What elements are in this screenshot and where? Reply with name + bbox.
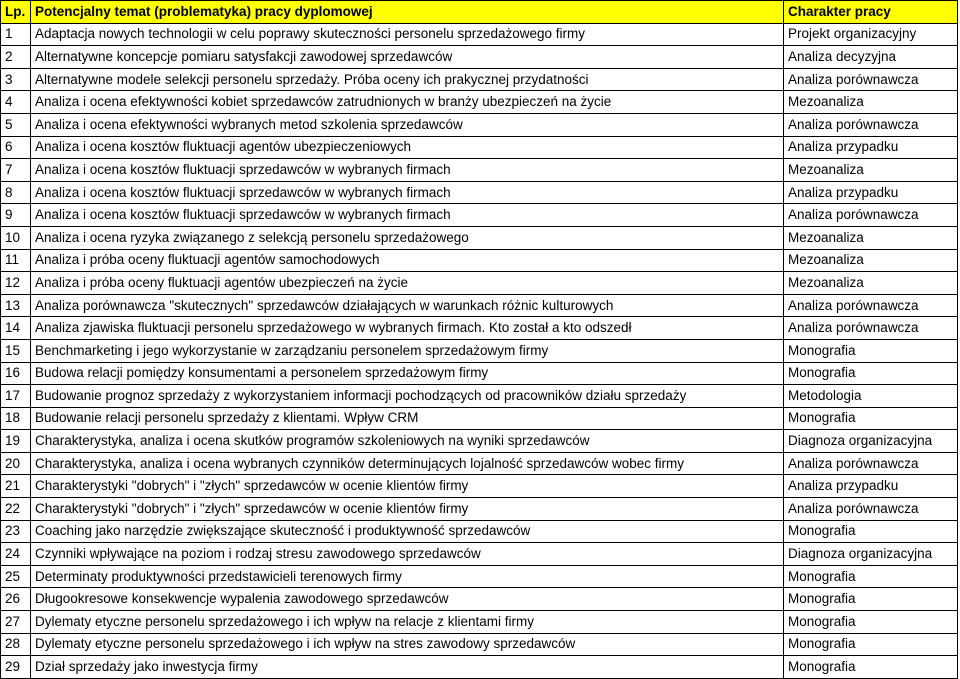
row-type-cell: Mezoanaliza	[784, 159, 958, 182]
row-type-cell: Analiza decyzyjna	[784, 46, 958, 69]
table-row	[1, 159, 958, 182]
row-topic-cell: Alternatywne koncepcje pomiaru satysfakcji zawodowej sprzedawców	[31, 46, 784, 69]
row-topic-cell: Analiza i ocena efektywności kobiet sprzedawców zatrudnionych w branży ubezpieczeń na życie	[31, 91, 784, 114]
row-number-cell: 29	[1, 656, 31, 679]
row-type-cell: Mezoanaliza	[784, 272, 958, 295]
row-number-cell: 10	[1, 226, 31, 249]
row-number-cell: 18	[1, 407, 31, 430]
table-row	[1, 452, 958, 475]
row-topic-cell: Dział sprzedaży jako inwestycja firmy	[31, 656, 784, 679]
row-number-cell: 20	[1, 452, 31, 475]
row-type-cell: Monografia	[784, 656, 958, 679]
table-row	[1, 249, 958, 272]
row-number-cell: 13	[1, 294, 31, 317]
row-type-cell: Diagnoza organizacyjna	[784, 543, 958, 566]
row-type-cell: Monografia	[784, 339, 958, 362]
row-type-cell: Analiza porównawcza	[784, 317, 958, 340]
row-number-cell: 22	[1, 498, 31, 521]
row-number-cell: 15	[1, 339, 31, 362]
row-topic-cell: Charakterystyka, analiza i ocena wybranych czynników determinujących lojalność sprzedawców wobec firmy	[31, 452, 784, 475]
row-topic-cell: Charakterystyki "dobrych" i "złych" sprzedawców w ocenie klientów firmy	[31, 498, 784, 521]
row-number-cell: 23	[1, 520, 31, 543]
table-row	[1, 23, 958, 46]
row-type-cell: Diagnoza organizacyjna	[784, 430, 958, 453]
row-topic-cell: Charakterystyki "dobrych" i "złych" sprzedawców w ocenie klientów firmy	[31, 475, 784, 498]
row-topic-cell: Benchmarketing i jego wykorzystanie w zarządzaniu personelem sprzedażowym firmy	[31, 339, 784, 362]
table-row	[1, 543, 958, 566]
row-type-cell: Projekt organizacyjny	[784, 23, 958, 46]
table-row	[1, 520, 958, 543]
row-topic-cell: Analiza porównawcza "skutecznych" sprzedawców działających w warunkach różnic kulturowych	[31, 294, 784, 317]
table-row	[1, 588, 958, 611]
row-number-cell: 2	[1, 46, 31, 69]
header-number-cell: Lp.	[1, 1, 31, 24]
row-type-cell: Monografia	[784, 565, 958, 588]
row-topic-cell: Analiza i ocena kosztów fluktuacji sprzedawców w wybranych firmach	[31, 204, 784, 227]
row-number-cell: 17	[1, 385, 31, 408]
table-row	[1, 113, 958, 136]
row-number-cell: 11	[1, 249, 31, 272]
row-topic-cell: Alternatywne modele selekcji personelu sprzedaży. Próba oceny ich prakycznej przydatności	[31, 68, 784, 91]
table-row	[1, 91, 958, 114]
table-row	[1, 430, 958, 453]
row-number-cell: 16	[1, 362, 31, 385]
row-topic-cell: Analiza i ocena efektywności wybranych metod szkolenia sprzedawców	[31, 113, 784, 136]
row-number-cell: 6	[1, 136, 31, 159]
row-number-cell: 25	[1, 565, 31, 588]
table-row	[1, 565, 958, 588]
row-number-cell: 14	[1, 317, 31, 340]
table-row	[1, 46, 958, 69]
row-type-cell: Analiza porównawcza	[784, 294, 958, 317]
row-number-cell: 5	[1, 113, 31, 136]
row-number-cell: 4	[1, 91, 31, 114]
row-type-cell: Mezoanaliza	[784, 249, 958, 272]
row-type-cell: Metodologia	[784, 385, 958, 408]
row-topic-cell: Analiza i ocena kosztów fluktuacji agentów ubezpieczeniowych	[31, 136, 784, 159]
table-row	[1, 136, 958, 159]
row-type-cell: Analiza porównawcza	[784, 113, 958, 136]
table-row	[1, 181, 958, 204]
table-row	[1, 475, 958, 498]
header-topic-cell: Potencjalny temat (problematyka) pracy dyplomowej	[31, 1, 784, 24]
row-number-cell: 27	[1, 611, 31, 634]
header-type-cell: Charakter pracy	[784, 1, 958, 24]
row-topic-cell: Dylematy etyczne personelu sprzedażowego i ich wpływ na relacje z klientami firmy	[31, 611, 784, 634]
row-topic-cell: Budowanie relacji personelu sprzedaży z klientami. Wpływ CRM	[31, 407, 784, 430]
row-type-cell: Mezoanaliza	[784, 91, 958, 114]
row-topic-cell: Analiza i próba oceny fluktuacji agentów samochodowych	[31, 249, 784, 272]
row-type-cell: Monografia	[784, 520, 958, 543]
table-header	[1, 1, 958, 24]
row-topic-cell: Analiza i ocena ryzyka związanego z selekcją personelu sprzedażowego	[31, 226, 784, 249]
table-row	[1, 385, 958, 408]
row-type-cell: Monografia	[784, 588, 958, 611]
row-number-cell: 9	[1, 204, 31, 227]
row-topic-cell: Adaptacja nowych technologii w celu poprawy skuteczności personelu sprzedażowego firmy	[31, 23, 784, 46]
row-topic-cell: Budowa relacji pomiędzy konsumentami a personelem sprzedażowym firmy	[31, 362, 784, 385]
row-type-cell: Analiza porównawcza	[784, 498, 958, 521]
row-topic-cell: Analiza i próba oceny fluktuacji agentów ubezpieczeń na życie	[31, 272, 784, 295]
row-topic-cell: Coaching jako narzędzie zwiększające skuteczność i produktywność sprzedawców	[31, 520, 784, 543]
row-topic-cell: Budowanie prognoz sprzedaży z wykorzystaniem informacji pochodzących od pracowników działu sprzedaży	[31, 385, 784, 408]
table-row	[1, 272, 958, 295]
row-topic-cell: Czynniki wpływające na poziom i rodzaj stresu zawodowego sprzedawców	[31, 543, 784, 566]
table-row	[1, 68, 958, 91]
table-row	[1, 633, 958, 656]
table-row	[1, 317, 958, 340]
row-type-cell: Monografia	[784, 633, 958, 656]
row-type-cell: Monografia	[784, 407, 958, 430]
table-row	[1, 498, 958, 521]
row-topic-cell: Determinaty produktywności przedstawicieli terenowych firmy	[31, 565, 784, 588]
row-topic-cell: Dylematy etyczne personelu sprzedażowego i ich wpływ na stres zawodowy sprzedawców	[31, 633, 784, 656]
row-topic-cell: Analiza i ocena kosztów fluktuacji sprzedawców w wybranych firmach	[31, 181, 784, 204]
table-row	[1, 226, 958, 249]
table-row	[1, 339, 958, 362]
row-type-cell: Analiza przypadku	[784, 475, 958, 498]
row-number-cell: 8	[1, 181, 31, 204]
table-row	[1, 611, 958, 634]
row-topic-cell: Analiza zjawiska fluktuacji personelu sprzedażowego w wybranych firmach. Kto został a kto odszedł	[31, 317, 784, 340]
row-number-cell: 19	[1, 430, 31, 453]
row-number-cell: 21	[1, 475, 31, 498]
row-number-cell: 28	[1, 633, 31, 656]
row-type-cell: Mezoanaliza	[784, 226, 958, 249]
row-topic-cell: Długookresowe konsekwencje wypalenia zawodowego sprzedawców	[31, 588, 784, 611]
row-number-cell: 3	[1, 68, 31, 91]
row-topic-cell: Analiza i ocena kosztów fluktuacji sprzedawców w wybranych firmach	[31, 159, 784, 182]
row-number-cell: 12	[1, 272, 31, 295]
row-type-cell: Analiza przypadku	[784, 181, 958, 204]
table-row	[1, 362, 958, 385]
row-type-cell: Analiza porównawcza	[784, 452, 958, 475]
row-number-cell: 24	[1, 543, 31, 566]
table-body	[1, 23, 958, 678]
row-number-cell: 26	[1, 588, 31, 611]
row-type-cell: Analiza porównawcza	[784, 204, 958, 227]
table-row	[1, 656, 958, 679]
row-type-cell: Monografia	[784, 362, 958, 385]
table-row	[1, 204, 958, 227]
row-topic-cell: Charakterystyka, analiza i ocena skutków programów szkoleniowych na wyniki sprzedawców	[31, 430, 784, 453]
row-number-cell: 7	[1, 159, 31, 182]
row-type-cell: Analiza porównawcza	[784, 68, 958, 91]
table-row	[1, 407, 958, 430]
row-type-cell: Monografia	[784, 611, 958, 634]
row-number-cell: 1	[1, 23, 31, 46]
header-row	[1, 1, 958, 24]
table-row	[1, 294, 958, 317]
row-type-cell: Analiza przypadku	[784, 136, 958, 159]
